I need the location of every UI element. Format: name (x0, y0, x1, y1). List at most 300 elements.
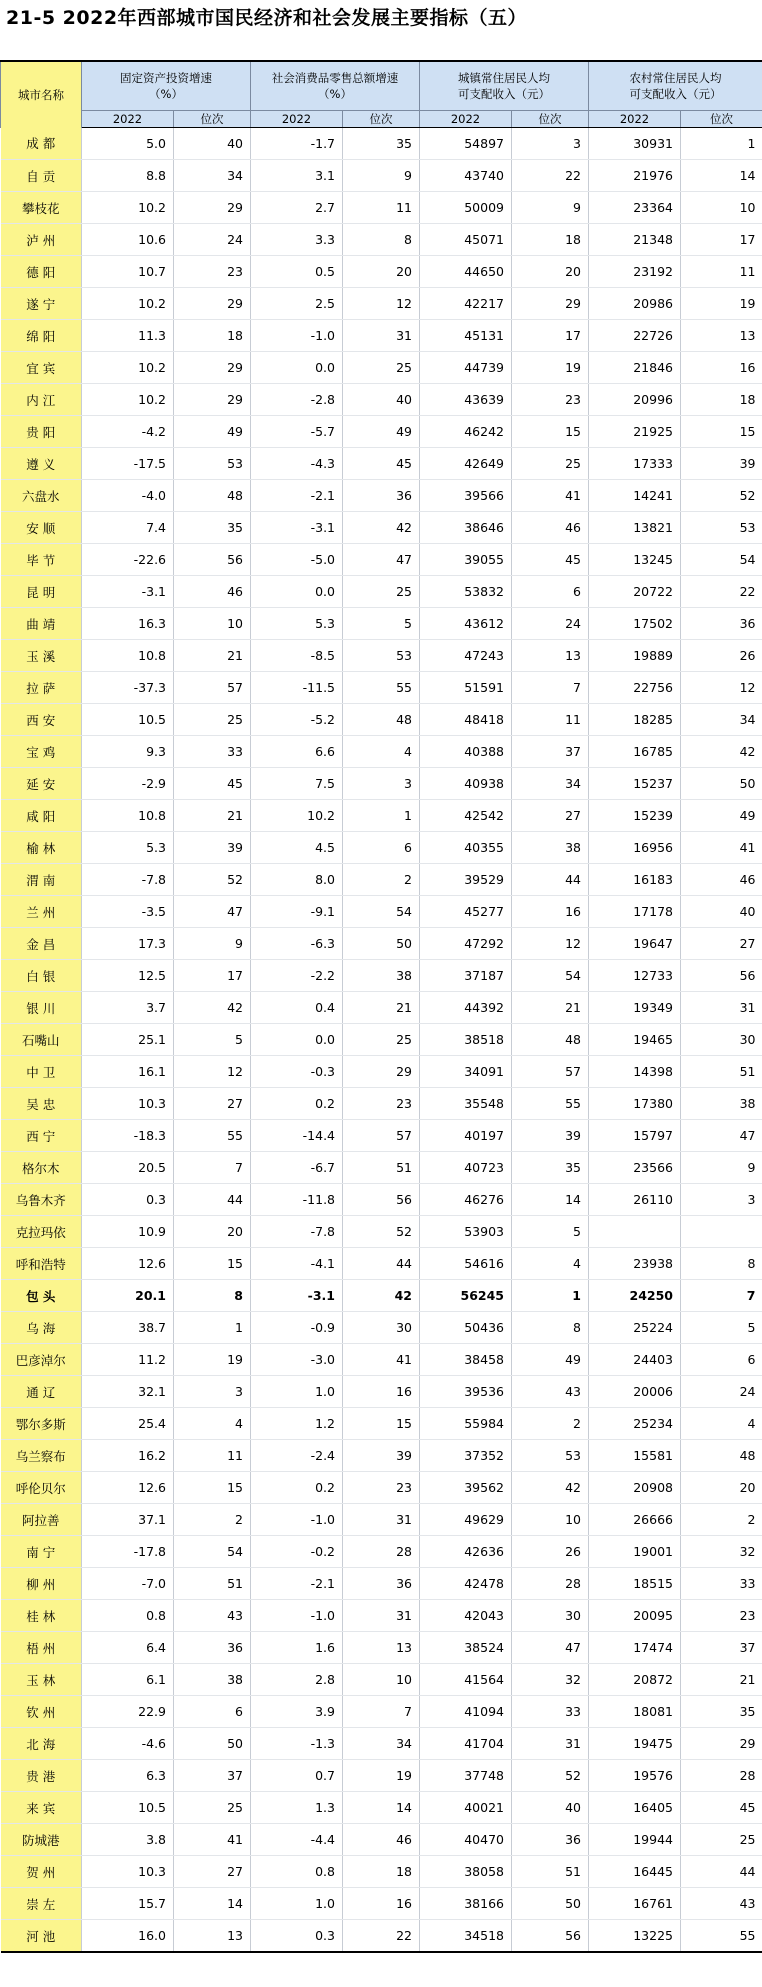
city-name-cell: 包 头 (1, 1280, 82, 1312)
city-name-cell: 玉 林 (1, 1664, 82, 1696)
sub-header-rank: 位次 (512, 111, 589, 128)
retail-growth-cell: 0.7 (251, 1760, 343, 1792)
rural-income-rank-cell: 35 (681, 1696, 762, 1728)
rural-income-cell: 20006 (589, 1376, 681, 1408)
fixed-asset-growth-cell: 10.3 (82, 1088, 174, 1120)
urban-income-rank-cell: 15 (512, 416, 589, 448)
rural-income-cell: 18285 (589, 704, 681, 736)
fixed-asset-growth-cell: 3.8 (82, 1824, 174, 1856)
rural-income-cell: 18081 (589, 1696, 681, 1728)
retail-rank-cell: 25 (343, 1024, 420, 1056)
table-row (1, 640, 762, 672)
rural-income-cell: 19944 (589, 1824, 681, 1856)
city-name-cell: 防城港 (1, 1824, 82, 1856)
city-name-cell: 兰 州 (1, 896, 82, 928)
fixed-asset-growth-cell: 10.2 (82, 384, 174, 416)
retail-growth-cell: -11.8 (251, 1184, 343, 1216)
city-name-cell: 柳 州 (1, 1568, 82, 1600)
table-row (1, 512, 762, 544)
fixed-asset-rank-cell: 43 (174, 1600, 251, 1632)
fixed-asset-rank-cell: 37 (174, 1760, 251, 1792)
urban-income-rank-cell: 33 (512, 1696, 589, 1728)
city-name-cell: 泸 州 (1, 224, 82, 256)
table-row (1, 1600, 762, 1632)
fixed-asset-growth-cell: 10.2 (82, 288, 174, 320)
urban-income-rank-cell: 47 (512, 1632, 589, 1664)
group-header-line2: （%） (318, 87, 352, 101)
fixed-asset-rank-cell: 4 (174, 1408, 251, 1440)
urban-income-rank-cell: 56 (512, 1920, 589, 1953)
fixed-asset-growth-cell: -3.1 (82, 576, 174, 608)
rural-income-cell: 26666 (589, 1504, 681, 1536)
retail-rank-cell: 10 (343, 1664, 420, 1696)
fixed-asset-rank-cell: 15 (174, 1472, 251, 1504)
rural-income-rank-cell: 56 (681, 960, 762, 992)
urban-income-rank-cell: 28 (512, 1568, 589, 1600)
urban-income-cell: 40021 (420, 1792, 512, 1824)
retail-growth-cell: 3.9 (251, 1696, 343, 1728)
indicator-table-wrapper (0, 60, 762, 1953)
table-row (1, 1088, 762, 1120)
fixed-asset-growth-cell: 16.2 (82, 1440, 174, 1472)
urban-income-rank-cell: 55 (512, 1088, 589, 1120)
city-name-cell: 乌 海 (1, 1312, 82, 1344)
rural-income-header (589, 61, 762, 111)
rural-income-rank-cell: 10 (681, 192, 762, 224)
rural-income-rank-cell: 7 (681, 1280, 762, 1312)
urban-income-rank-cell: 37 (512, 736, 589, 768)
fixed-asset-investment-header (82, 61, 251, 111)
indicator-table (0, 60, 762, 1953)
city-name-cell: 玉 溪 (1, 640, 82, 672)
rural-income-cell: 19001 (589, 1536, 681, 1568)
sub-header-rank: 位次 (343, 111, 420, 128)
table-row (1, 704, 762, 736)
retail-growth-cell: -7.8 (251, 1216, 343, 1248)
fixed-asset-growth-cell: -37.3 (82, 672, 174, 704)
retail-growth-cell: -1.7 (251, 128, 343, 160)
rural-income-rank-cell: 31 (681, 992, 762, 1024)
urban-income-rank-cell: 6 (512, 576, 589, 608)
table-row (1, 1728, 762, 1760)
table-row (1, 1632, 762, 1664)
rural-income-cell: 16445 (589, 1856, 681, 1888)
retail-rank-cell: 40 (343, 384, 420, 416)
table-row (1, 992, 762, 1024)
fixed-asset-growth-cell: 38.7 (82, 1312, 174, 1344)
rural-income-rank-cell: 1 (681, 128, 762, 160)
rural-income-cell (589, 1216, 681, 1248)
table-row (1, 1824, 762, 1856)
urban-income-cell: 42478 (420, 1568, 512, 1600)
table-row (1, 1920, 762, 1953)
rural-income-cell: 13225 (589, 1920, 681, 1953)
rural-income-rank-cell: 54 (681, 544, 762, 576)
rural-income-cell: 12733 (589, 960, 681, 992)
urban-income-cell: 43740 (420, 160, 512, 192)
rural-income-rank-cell: 14 (681, 160, 762, 192)
retail-growth-cell: -1.0 (251, 320, 343, 352)
urban-income-cell: 40938 (420, 768, 512, 800)
retail-growth-cell: 10.2 (251, 800, 343, 832)
urban-income-rank-cell: 31 (512, 1728, 589, 1760)
city-name-cell: 金 昌 (1, 928, 82, 960)
rural-income-rank-cell: 3 (681, 1184, 762, 1216)
retail-rank-cell: 25 (343, 576, 420, 608)
rural-income-rank-cell: 43 (681, 1888, 762, 1920)
fixed-asset-rank-cell: 46 (174, 576, 251, 608)
rural-income-rank-cell: 23 (681, 1600, 762, 1632)
rural-income-cell: 21348 (589, 224, 681, 256)
group-header-line1: 社会消费品零售总额增速 (271, 71, 399, 85)
group-header-line1: 固定资产投资增速 (120, 71, 212, 85)
table-row (1, 1248, 762, 1280)
retail-growth-cell: -2.1 (251, 480, 343, 512)
group-header-line2: 可支配收入（元） (629, 87, 722, 101)
urban-income-cell: 38518 (420, 1024, 512, 1056)
sub-header-rank: 位次 (681, 111, 762, 128)
retail-rank-cell: 35 (343, 128, 420, 160)
urban-income-rank-cell: 29 (512, 288, 589, 320)
rural-income-cell: 13245 (589, 544, 681, 576)
fixed-asset-growth-cell: 10.8 (82, 800, 174, 832)
fixed-asset-rank-cell: 21 (174, 800, 251, 832)
fixed-asset-rank-cell: 42 (174, 992, 251, 1024)
fixed-asset-growth-cell: 37.1 (82, 1504, 174, 1536)
retail-rank-cell: 45 (343, 448, 420, 480)
retail-growth-cell: 2.7 (251, 192, 343, 224)
rural-income-cell: 17502 (589, 608, 681, 640)
retail-growth-cell: -5.7 (251, 416, 343, 448)
rural-income-cell: 19889 (589, 640, 681, 672)
table-row (1, 896, 762, 928)
urban-income-rank-cell: 44 (512, 864, 589, 896)
retail-rank-cell: 42 (343, 512, 420, 544)
retail-growth-cell: -3.1 (251, 512, 343, 544)
urban-income-cell: 42217 (420, 288, 512, 320)
city-name-cell: 曲 靖 (1, 608, 82, 640)
retail-growth-cell: 6.6 (251, 736, 343, 768)
city-name-cell: 自 贡 (1, 160, 82, 192)
rural-income-cell: 24250 (589, 1280, 681, 1312)
urban-income-rank-cell: 34 (512, 768, 589, 800)
city-name-cell: 贵 阳 (1, 416, 82, 448)
urban-income-cell: 42542 (420, 800, 512, 832)
urban-income-rank-cell: 48 (512, 1024, 589, 1056)
rural-income-rank-cell: 33 (681, 1568, 762, 1600)
rural-income-cell: 17333 (589, 448, 681, 480)
retail-growth-cell: 8.0 (251, 864, 343, 896)
table-row (1, 960, 762, 992)
rural-income-cell: 15581 (589, 1440, 681, 1472)
retail-rank-cell: 12 (343, 288, 420, 320)
rural-income-cell: 16956 (589, 832, 681, 864)
urban-income-cell: 47243 (420, 640, 512, 672)
fixed-asset-growth-cell: 10.3 (82, 1856, 174, 1888)
city-name-cell: 贺 州 (1, 1856, 82, 1888)
retail-growth-cell: -14.4 (251, 1120, 343, 1152)
fixed-asset-rank-cell: 39 (174, 832, 251, 864)
table-row (1, 352, 762, 384)
urban-income-rank-cell: 18 (512, 224, 589, 256)
retail-rank-cell: 28 (343, 1536, 420, 1568)
fixed-asset-growth-cell: 10.8 (82, 640, 174, 672)
city-name-cell: 崇 左 (1, 1888, 82, 1920)
city-name-cell: 吴 忠 (1, 1088, 82, 1120)
city-name-header: 城市名称 (1, 61, 82, 128)
city-name-cell: 遵 义 (1, 448, 82, 480)
city-name-cell: 绵 阳 (1, 320, 82, 352)
retail-growth-cell: 5.3 (251, 608, 343, 640)
city-name-cell: 来 宾 (1, 1792, 82, 1824)
table-row (1, 1792, 762, 1824)
retail-growth-cell: -2.2 (251, 960, 343, 992)
retail-growth-cell: -0.2 (251, 1536, 343, 1568)
urban-income-rank-cell: 12 (512, 928, 589, 960)
urban-income-rank-cell: 11 (512, 704, 589, 736)
retail-growth-cell: 0.0 (251, 576, 343, 608)
rural-income-rank-cell: 20 (681, 1472, 762, 1504)
table-row (1, 256, 762, 288)
retail-rank-cell: 50 (343, 928, 420, 960)
fixed-asset-rank-cell: 29 (174, 288, 251, 320)
table-row (1, 480, 762, 512)
rural-income-cell: 15797 (589, 1120, 681, 1152)
retail-rank-cell: 22 (343, 1920, 420, 1953)
city-name-cell: 安 顺 (1, 512, 82, 544)
rural-income-rank-cell: 38 (681, 1088, 762, 1120)
urban-income-cell: 42649 (420, 448, 512, 480)
city-name-cell: 阿拉善 (1, 1504, 82, 1536)
rural-income-cell: 16183 (589, 864, 681, 896)
retail-growth-cell: 0.5 (251, 256, 343, 288)
rural-income-rank-cell: 24 (681, 1376, 762, 1408)
table-row (1, 1376, 762, 1408)
urban-income-cell: 40355 (420, 832, 512, 864)
urban-income-rank-cell: 30 (512, 1600, 589, 1632)
urban-income-rank-cell: 43 (512, 1376, 589, 1408)
fixed-asset-rank-cell: 33 (174, 736, 251, 768)
sub-header-year: 2022 (82, 111, 174, 128)
urban-income-cell: 40470 (420, 1824, 512, 1856)
urban-income-rank-cell: 23 (512, 384, 589, 416)
fixed-asset-growth-cell: 6.1 (82, 1664, 174, 1696)
urban-income-cell: 39055 (420, 544, 512, 576)
retail-rank-cell: 39 (343, 1440, 420, 1472)
fixed-asset-growth-cell: 6.4 (82, 1632, 174, 1664)
urban-income-cell: 45131 (420, 320, 512, 352)
urban-income-cell: 50436 (420, 1312, 512, 1344)
fixed-asset-rank-cell: 1 (174, 1312, 251, 1344)
fixed-asset-rank-cell: 27 (174, 1856, 251, 1888)
fixed-asset-rank-cell: 54 (174, 1536, 251, 1568)
rural-income-cell: 24403 (589, 1344, 681, 1376)
urban-income-cell: 54616 (420, 1248, 512, 1280)
fixed-asset-growth-cell: 0.8 (82, 1600, 174, 1632)
table-row (1, 928, 762, 960)
retail-sales-header (251, 61, 420, 111)
rural-income-rank-cell: 4 (681, 1408, 762, 1440)
table-row (1, 160, 762, 192)
city-name-cell: 克拉玛依 (1, 1216, 82, 1248)
fixed-asset-growth-cell: -4.0 (82, 480, 174, 512)
urban-income-cell: 44739 (420, 352, 512, 384)
retail-growth-cell: -3.1 (251, 1280, 343, 1312)
rural-income-rank-cell: 17 (681, 224, 762, 256)
city-name-cell: 桂 林 (1, 1600, 82, 1632)
retail-growth-cell: -2.4 (251, 1440, 343, 1472)
urban-income-cell: 41704 (420, 1728, 512, 1760)
retail-growth-cell: -0.9 (251, 1312, 343, 1344)
city-name-cell: 乌兰察布 (1, 1440, 82, 1472)
city-name-cell: 中 卫 (1, 1056, 82, 1088)
rural-income-cell: 15237 (589, 768, 681, 800)
urban-income-rank-cell: 10 (512, 1504, 589, 1536)
fixed-asset-growth-cell: 10.2 (82, 192, 174, 224)
urban-income-rank-cell: 19 (512, 352, 589, 384)
urban-income-rank-cell: 27 (512, 800, 589, 832)
urban-income-cell: 46276 (420, 1184, 512, 1216)
fixed-asset-growth-cell: 7.4 (82, 512, 174, 544)
table-row (1, 1760, 762, 1792)
retail-growth-cell: -2.1 (251, 1568, 343, 1600)
retail-rank-cell: 16 (343, 1888, 420, 1920)
retail-rank-cell: 25 (343, 352, 420, 384)
urban-income-rank-cell: 52 (512, 1760, 589, 1792)
city-name-cell: 河 池 (1, 1920, 82, 1953)
rural-income-rank-cell: 39 (681, 448, 762, 480)
rural-income-rank-cell: 8 (681, 1248, 762, 1280)
fixed-asset-growth-cell: 10.6 (82, 224, 174, 256)
fixed-asset-rank-cell: 3 (174, 1376, 251, 1408)
city-name-cell: 成 都 (1, 128, 82, 160)
retail-growth-cell: 0.8 (251, 1856, 343, 1888)
city-name-cell: 昆 明 (1, 576, 82, 608)
table-row (1, 1568, 762, 1600)
fixed-asset-rank-cell: 5 (174, 1024, 251, 1056)
retail-growth-cell: -2.8 (251, 384, 343, 416)
fixed-asset-rank-cell: 51 (174, 1568, 251, 1600)
fixed-asset-rank-cell: 56 (174, 544, 251, 576)
table-body (1, 128, 762, 1953)
urban-income-rank-cell: 39 (512, 1120, 589, 1152)
fixed-asset-rank-cell: 25 (174, 1792, 251, 1824)
table-row (1, 1664, 762, 1696)
table-row (1, 320, 762, 352)
table-row (1, 608, 762, 640)
fixed-asset-growth-cell: 10.5 (82, 1792, 174, 1824)
urban-income-cell: 48418 (420, 704, 512, 736)
fixed-asset-growth-cell: 8.8 (82, 160, 174, 192)
fixed-asset-growth-cell: 10.9 (82, 1216, 174, 1248)
urban-income-cell: 45277 (420, 896, 512, 928)
table-row (1, 1344, 762, 1376)
rural-income-rank-cell: 25 (681, 1824, 762, 1856)
rural-income-cell: 16761 (589, 1888, 681, 1920)
urban-income-cell: 40723 (420, 1152, 512, 1184)
urban-income-rank-cell: 24 (512, 608, 589, 640)
rural-income-rank-cell: 34 (681, 704, 762, 736)
fixed-asset-rank-cell: 25 (174, 704, 251, 736)
retail-growth-cell: -4.3 (251, 448, 343, 480)
urban-income-cell: 34518 (420, 1920, 512, 1953)
city-name-cell: 六盘水 (1, 480, 82, 512)
retail-rank-cell: 6 (343, 832, 420, 864)
rural-income-cell: 14241 (589, 480, 681, 512)
fixed-asset-growth-cell: 20.5 (82, 1152, 174, 1184)
fixed-asset-growth-cell: 5.3 (82, 832, 174, 864)
rural-income-cell: 16405 (589, 1792, 681, 1824)
rural-income-cell: 14398 (589, 1056, 681, 1088)
urban-income-rank-cell: 2 (512, 1408, 589, 1440)
retail-growth-cell: 0.4 (251, 992, 343, 1024)
fixed-asset-growth-cell: 16.3 (82, 608, 174, 640)
retail-growth-cell: -11.5 (251, 672, 343, 704)
table-row (1, 1888, 762, 1920)
rural-income-cell: 22756 (589, 672, 681, 704)
urban-income-cell: 50009 (420, 192, 512, 224)
retail-rank-cell: 4 (343, 736, 420, 768)
fixed-asset-rank-cell: 47 (174, 896, 251, 928)
retail-rank-cell: 51 (343, 1152, 420, 1184)
fixed-asset-growth-cell: 22.9 (82, 1696, 174, 1728)
retail-rank-cell: 49 (343, 416, 420, 448)
urban-income-cell: 41564 (420, 1664, 512, 1696)
urban-income-cell: 43612 (420, 608, 512, 640)
retail-rank-cell: 16 (343, 1376, 420, 1408)
fixed-asset-rank-cell: 36 (174, 1632, 251, 1664)
table-row (1, 416, 762, 448)
rural-income-rank-cell: 2 (681, 1504, 762, 1536)
urban-income-rank-cell: 51 (512, 1856, 589, 1888)
city-name-cell: 白 银 (1, 960, 82, 992)
fixed-asset-growth-cell: -4.6 (82, 1728, 174, 1760)
city-name-cell: 银 川 (1, 992, 82, 1024)
fixed-asset-growth-cell: 25.4 (82, 1408, 174, 1440)
fixed-asset-rank-cell: 11 (174, 1440, 251, 1472)
retail-rank-cell: 13 (343, 1632, 420, 1664)
group-header-line1: 农村常住居民人均 (629, 71, 722, 85)
retail-rank-cell: 55 (343, 672, 420, 704)
urban-income-rank-cell: 46 (512, 512, 589, 544)
retail-rank-cell: 41 (343, 1344, 420, 1376)
retail-rank-cell: 15 (343, 1408, 420, 1440)
fixed-asset-rank-cell: 41 (174, 1824, 251, 1856)
fixed-asset-growth-cell: 16.1 (82, 1056, 174, 1088)
urban-income-cell: 40197 (420, 1120, 512, 1152)
fixed-asset-growth-cell: 11.2 (82, 1344, 174, 1376)
rural-income-rank-cell: 55 (681, 1920, 762, 1953)
city-name-cell: 乌鲁木齐 (1, 1184, 82, 1216)
urban-income-rank-cell: 17 (512, 320, 589, 352)
table-row (1, 128, 762, 160)
retail-growth-cell: -5.2 (251, 704, 343, 736)
rural-income-rank-cell: 46 (681, 864, 762, 896)
table-row (1, 1056, 762, 1088)
retail-rank-cell: 31 (343, 1600, 420, 1632)
table-row (1, 1696, 762, 1728)
fixed-asset-growth-cell: -18.3 (82, 1120, 174, 1152)
fixed-asset-rank-cell: 45 (174, 768, 251, 800)
rural-income-rank-cell: 50 (681, 768, 762, 800)
fixed-asset-rank-cell: 10 (174, 608, 251, 640)
retail-rank-cell: 29 (343, 1056, 420, 1088)
group-header-line2: 可支配收入（元） (458, 87, 550, 101)
retail-rank-cell: 42 (343, 1280, 420, 1312)
urban-income-cell: 39529 (420, 864, 512, 896)
retail-rank-cell: 3 (343, 768, 420, 800)
urban-income-cell: 43639 (420, 384, 512, 416)
